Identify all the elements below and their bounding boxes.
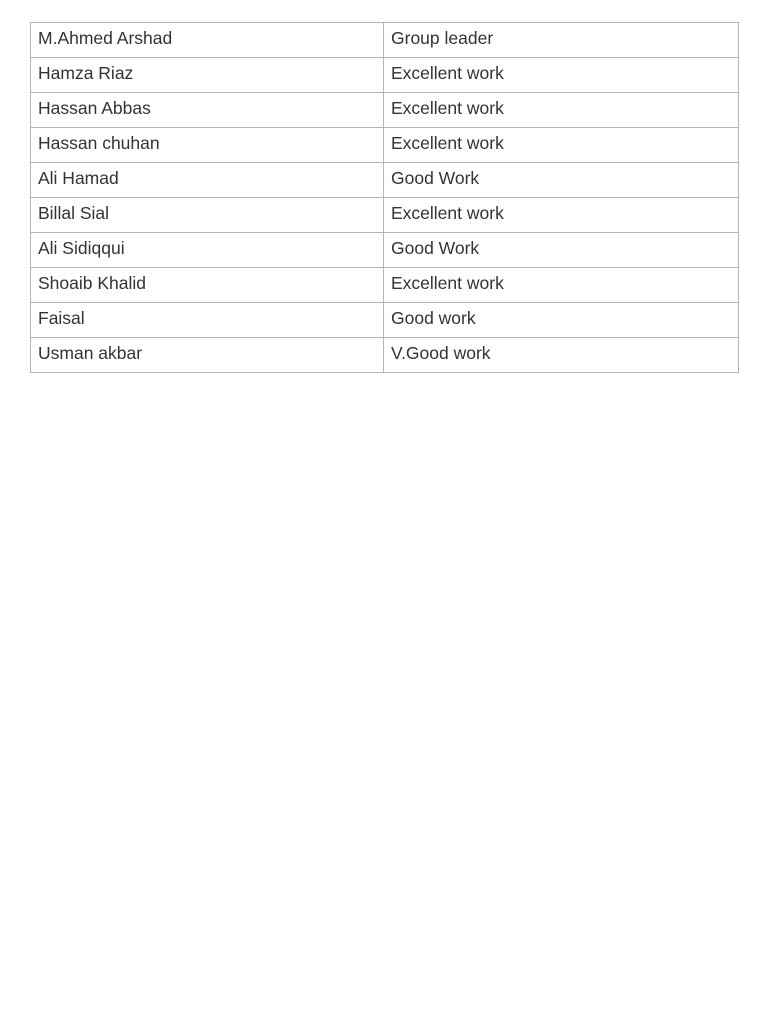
table-row: [31, 198, 739, 233]
member-remark-cell: Excellent work: [384, 93, 739, 128]
member-name-cell: Ali Sidiqqui: [31, 233, 384, 268]
member-name-cell: Faisal: [31, 303, 384, 338]
table-row: [31, 233, 739, 268]
member-name-cell: Hamza Riaz: [31, 58, 384, 93]
member-remark-cell: Excellent work: [384, 268, 739, 303]
table-row: [31, 58, 739, 93]
table-row: [31, 163, 739, 198]
member-name-cell: Shoaib Khalid: [31, 268, 384, 303]
table-row: [31, 338, 739, 373]
member-name-cell: Hassan Abbas: [31, 93, 384, 128]
member-remark-cell: Excellent work: [384, 198, 739, 233]
member-name-cell: Ali Hamad: [31, 163, 384, 198]
member-remark-cell: Excellent work: [384, 58, 739, 93]
member-name-cell: Hassan chuhan: [31, 128, 384, 163]
members-table-body: [31, 23, 739, 373]
member-remark-cell: Excellent work: [384, 128, 739, 163]
member-remark-cell: Group leader: [384, 23, 739, 58]
table-row: [31, 303, 739, 338]
table-row: [31, 268, 739, 303]
member-name-cell: Billal Sial: [31, 198, 384, 233]
member-remark-cell: Good Work: [384, 233, 739, 268]
member-remark-cell: V.Good work: [384, 338, 739, 373]
table-row: [31, 93, 739, 128]
member-name-cell: M.Ahmed Arshad: [31, 23, 384, 58]
member-remark-cell: Good work: [384, 303, 739, 338]
member-remark-cell: Good Work: [384, 163, 739, 198]
table-row: [31, 128, 739, 163]
table-row: [31, 23, 739, 58]
members-table: [30, 22, 739, 373]
member-name-cell: Usman akbar: [31, 338, 384, 373]
